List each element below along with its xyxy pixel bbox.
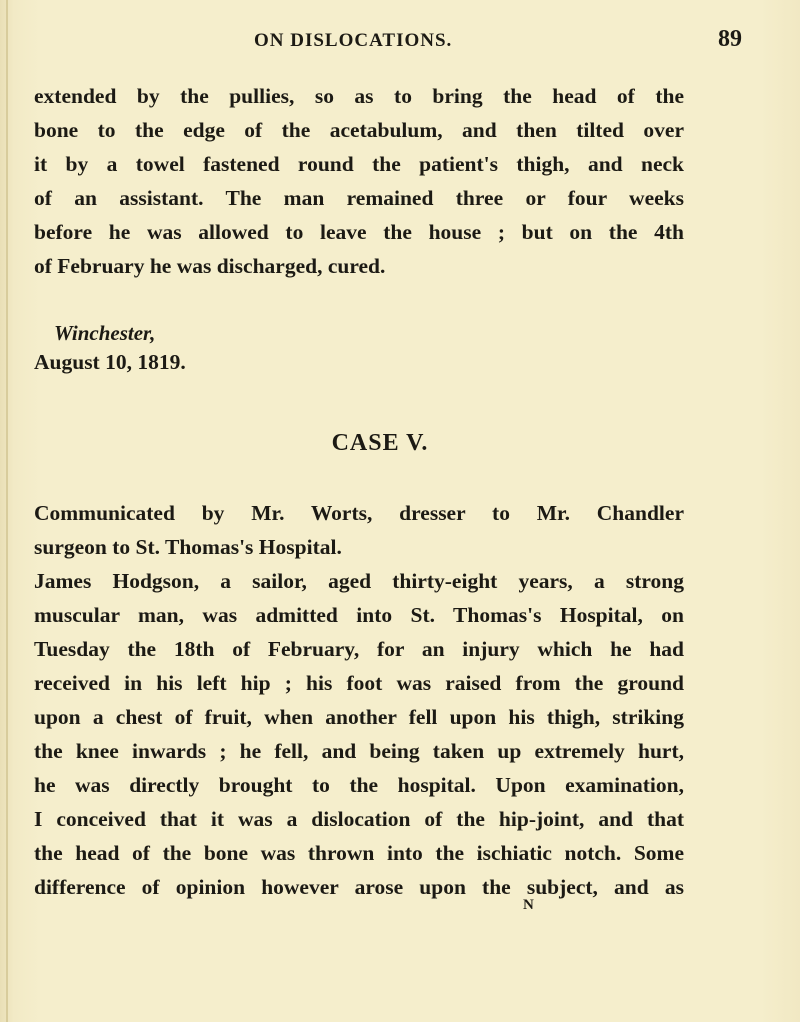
text-line: of an assistant. The man remained three or four weeks bbox=[34, 186, 684, 210]
catchword: N bbox=[523, 897, 534, 913]
text-line: I conceived that it was a dislocation of the hip-joint, and that bbox=[34, 807, 684, 831]
text-line: muscular man, was admitted into St. Thomas's Hospital, on bbox=[34, 603, 684, 627]
text-line: before he was allowed to leave the house ; but on the 4th bbox=[34, 220, 684, 244]
signature-place: Winchester, bbox=[54, 321, 156, 345]
text-line: Tuesday the 18th of February, for an injury which he had bbox=[34, 637, 684, 661]
text-line: extended by the pullies, so as to bring the head of the bbox=[34, 84, 684, 108]
text-line: it by a towel fastened round the patient's thigh, and neck bbox=[34, 152, 684, 176]
text-line: Communicated by Mr. Worts, dresser to Mr. Chandler bbox=[34, 501, 684, 525]
case-heading bbox=[0, 430, 800, 457]
page-number: 89 bbox=[718, 26, 742, 52]
text-line: the head of the bone was thrown into the ischiatic notch. Some bbox=[34, 841, 684, 865]
text-line: surgeon to St. Thomas's Hospital. bbox=[34, 535, 342, 559]
text-line: James Hodgson, a sailor, aged thirty-eight years, a strong bbox=[34, 569, 684, 593]
text-line: bone to the edge of the acetabulum, and then tilted over bbox=[34, 118, 684, 142]
text-line: upon a chest of fruit, when another fell upon his thigh, striking bbox=[34, 705, 684, 729]
text-line: difference of opinion however arose upon the subject, and as bbox=[34, 875, 684, 899]
text-line: received in his left hip ; his foot was raised from the ground bbox=[34, 671, 684, 695]
running-head: ON DISLOCATIONS. bbox=[254, 30, 453, 51]
text-line: the knee inwards ; he fell, and being taken up extremely hurt, bbox=[34, 739, 684, 763]
text-line: of February he was discharged, cured. bbox=[34, 254, 386, 278]
paragraph-2 bbox=[34, 496, 684, 904]
page-header bbox=[0, 24, 800, 54]
case-heading-text: CASE V. bbox=[331, 430, 429, 456]
text-line: he was directly brought to the hospital. Upon examination, bbox=[34, 773, 684, 797]
signature-date: August 10, 1819. bbox=[34, 350, 186, 374]
paragraph-1 bbox=[34, 79, 684, 283]
binding-gutter bbox=[6, 0, 8, 1022]
